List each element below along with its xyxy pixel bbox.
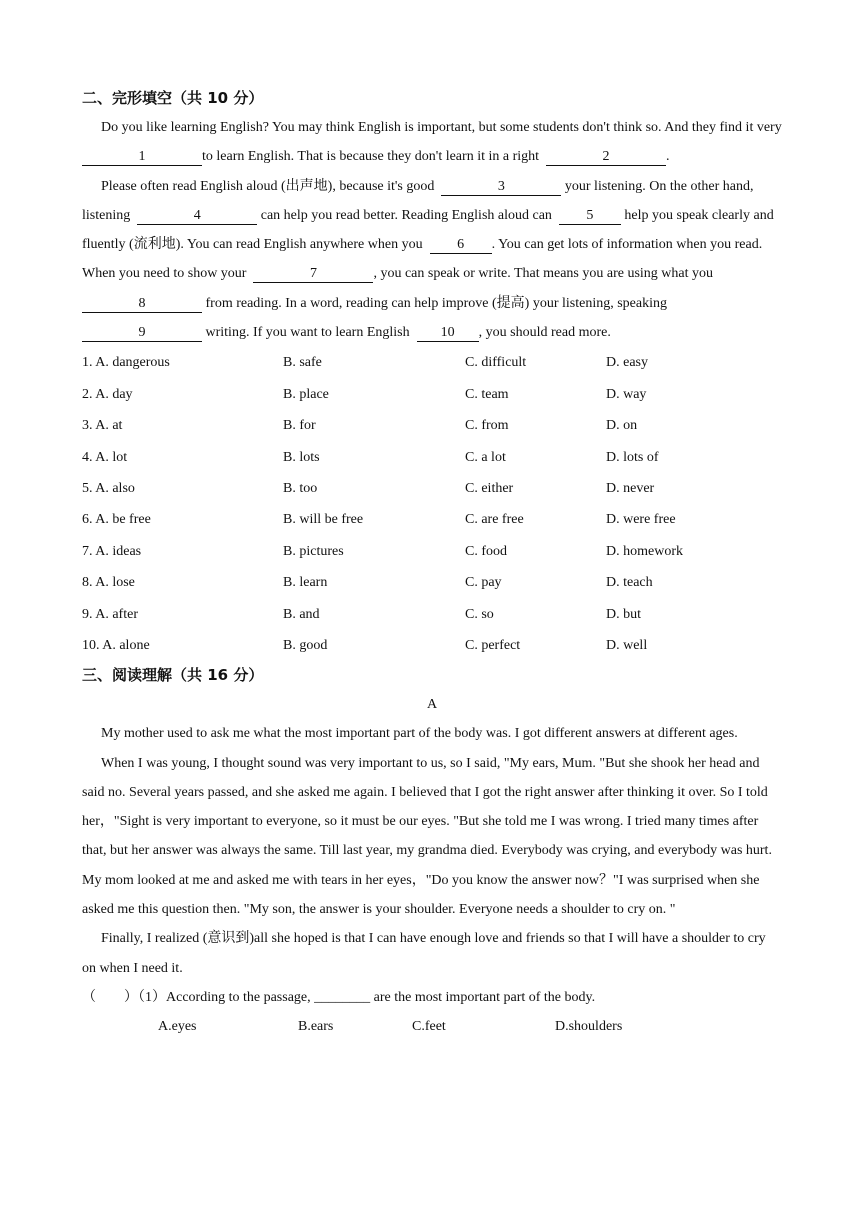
question-1-options [82,1012,782,1041]
cloze-option-d[interactable]: D. on [606,418,638,434]
reading-paragraph: My mother used to ask me what the most important part of the body was. I got different answers at different ages. [101,726,738,742]
cloze-option-a[interactable]: 8. A. lose [82,575,135,591]
cloze-option-d[interactable]: D. never [606,480,655,496]
question-1-option-d[interactable]: D.shoulders [555,1018,623,1034]
cloze-option-d[interactable]: D. homework [606,543,683,559]
cloze-option-d[interactable]: D. easy [606,355,648,371]
worksheet-page [82,84,782,1041]
question-1-option-b[interactable]: B.ears [298,1018,334,1034]
reading-paragraph: Finally, I realized (意识到)all she hoped is that I can have enough love and friends so that I will have a shoulder to cry on when I need it. [82,931,766,976]
cloze-option-row [82,442,782,473]
cloze-option-row [82,599,782,630]
cloze-options-list [82,347,782,661]
cloze-option-c[interactable]: C. from [465,418,509,434]
cloze-option-row [82,630,782,661]
cloze-text: . [666,149,670,165]
cloze-option-a[interactable]: 1. A. dangerous [82,355,170,371]
cloze-text: Please often read English aloud (出声地), because it's good [101,178,435,194]
cloze-option-row [82,379,782,410]
cloze-option-d[interactable]: D. lots of [606,449,659,465]
reading-paragraph: When I was young, I thought sound was very important to us, so I said, "My ears, Mum. "But she shook her head and said no. Several years passed, and she asked me again. I believed that I got the right answer after thinking it over. So I told her，"Sight is very important to everyone, so it must be our eyes. "But she told me I was wrong. I tried many times after that, but her answer was always the same. Till last year, my grandma died. Everybody was crying, and everybody was hurt. My mom looked at me and asked me with tears in her eyes，"Do you know the answer now？"I was surprised when she asked me this question then. "My son, the answer is your shoulder. Everyone needs a shoulder to cry on. " [82,755,772,918]
cloze-option-c[interactable]: C. either [465,480,514,496]
cloze-blank-5[interactable]: 5 [559,208,621,225]
cloze-text: . You can get lots of information when you read. When you need to show your [82,237,763,282]
cloze-option-b[interactable]: B. safe [283,355,322,371]
question-1-stem: （ ）（1）According to the passage, ________ are the most important part of the body. [82,989,596,1005]
cloze-text: Do you like learning English? You may think English is important, but some students don't think so. And they find it very [101,120,782,135]
cloze-option-d[interactable]: D. but [606,606,641,622]
cloze-option-c[interactable]: C. food [465,543,507,559]
cloze-text: writing. If you want to learn English [205,325,410,341]
cloze-blank-10[interactable]: 10 [417,325,479,342]
cloze-option-a[interactable]: 5. A. also [82,480,135,496]
cloze-option-row [82,536,782,567]
cloze-option-c[interactable]: C. perfect [465,637,521,653]
cloze-option-b[interactable]: B. learn [283,575,328,591]
section-heading-cloze: 二、完形填空（共 10 分） [82,89,264,107]
cloze-option-c[interactable]: C. pay [465,575,502,591]
cloze-option-a[interactable]: 9. A. after [82,606,138,622]
cloze-option-row [82,473,782,504]
cloze-option-b[interactable]: B. place [283,386,329,402]
cloze-option-c[interactable]: C. team [465,386,509,402]
cloze-blank-2[interactable]: 2 [546,149,666,166]
cloze-option-b[interactable]: B. will be free [283,512,364,528]
cloze-option-d[interactable]: D. teach [606,575,653,591]
cloze-blank-3[interactable]: 3 [441,179,561,196]
cloze-blank-7[interactable]: 7 [253,266,373,283]
cloze-paragraph-2 [82,172,782,348]
cloze-option-b[interactable]: B. lots [283,449,320,465]
cloze-option-b[interactable]: B. pictures [283,543,344,559]
cloze-option-row [82,347,782,378]
cloze-option-b[interactable]: B. good [283,637,328,653]
cloze-blank-9[interactable]: 9 [82,325,202,342]
cloze-text: from reading. In a word, reading can help improve (提高) your listening, speaking [205,295,667,311]
cloze-option-row [82,504,782,535]
section-heading-reading: 三、阅读理解（共 16 分） [82,666,264,685]
cloze-blank-6[interactable]: 6 [430,237,492,254]
cloze-option-row [82,567,782,598]
cloze-blank-8[interactable]: 8 [82,296,202,313]
cloze-option-c[interactable]: C. difficult [465,355,527,371]
cloze-text: , you can speak or write. That means you are using what you [373,266,714,282]
cloze-option-b[interactable]: B. for [283,418,316,434]
cloze-option-a[interactable]: 10. A. alone [82,637,150,653]
cloze-blank-4[interactable]: 4 [137,208,257,225]
cloze-option-d[interactable]: D. way [606,386,647,402]
cloze-option-b[interactable]: B. and [283,606,320,622]
passage-label: A [426,697,438,713]
question-1-option-c[interactable]: C.feet [412,1018,446,1034]
cloze-option-a[interactable]: 2. A. day [82,386,133,402]
cloze-text: your listening. On the other hand, listening [82,178,754,223]
cloze-paragraph-1 [82,113,782,172]
cloze-text: can help you read better. Reading English aloud can [260,207,552,223]
cloze-option-a[interactable]: 4. A. lot [82,449,128,465]
cloze-text: , you should read more. [478,325,611,341]
cloze-option-a[interactable]: 7. A. ideas [82,543,142,559]
cloze-blank-1[interactable]: 1 [82,149,202,166]
cloze-option-d[interactable]: D. were free [606,512,676,528]
cloze-option-a[interactable]: 3. A. at [82,418,123,434]
cloze-option-a[interactable]: 6. A. be free [82,512,151,528]
cloze-option-c[interactable]: C. a lot [465,449,506,465]
cloze-text: to learn English. That is because they don't learn it in a right [202,149,540,165]
cloze-option-c[interactable]: C. are free [465,512,524,528]
cloze-option-row [82,410,782,441]
cloze-text: help you speak clearly and fluently (流利地). You can read English anywhere when you [82,207,774,253]
question-1-option-a[interactable]: A.eyes [158,1018,197,1034]
cloze-option-c[interactable]: C. so [465,606,494,622]
cloze-option-d[interactable]: D. well [606,637,648,653]
cloze-option-b[interactable]: B. too [283,480,318,496]
